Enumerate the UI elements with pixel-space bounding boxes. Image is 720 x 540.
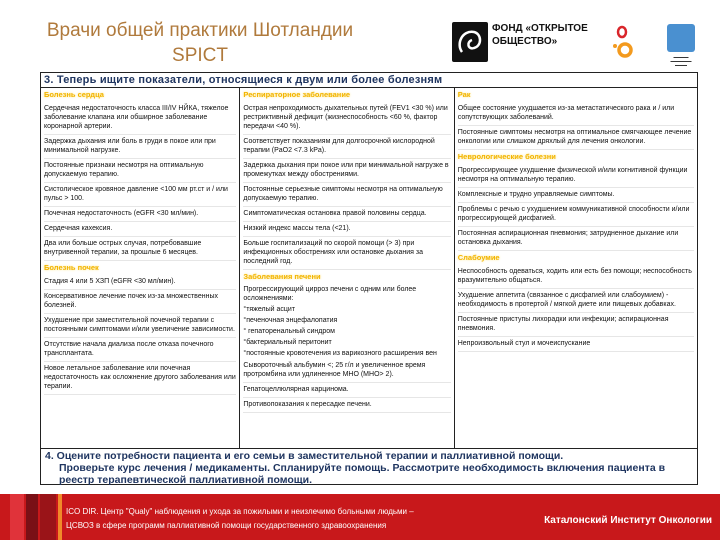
- section3-title: 3. Теперь ищите показатели, относящиеся к двум или более болезням: [41, 73, 697, 88]
- indicator-item: Соответствует показаниям для долгосрочной кислородной терапии (PaO2 <7.3 kPa).: [243, 135, 450, 159]
- section4-line2: Проверьте курс лечения / медикаменты. Спланируйте помощь. Рассмотрите необходимость включения пациента в реестр терапевтической паллиативной помощи.: [59, 462, 666, 486]
- indicator-item: Неспособность одеваться, ходить или есть без помощи; неспособность вразумительно общаться.: [458, 265, 694, 289]
- indicator-item: Прогрессирующее ухудшение физической и/или когнитивной функции несмотря на оптимальную терапию.: [458, 164, 694, 188]
- footer-stripe: [26, 494, 38, 540]
- indicator-item: Два или больше острых случая, потребовавшие внутривенной терапии, за прошлые 6 месяцев.: [44, 237, 236, 261]
- column-2: [240, 88, 454, 448]
- indicator-item: Острая непроходимость дыхательных путей (FEV1 <30 %) или рестриктивный дефицит (жизнеспособность <60 %, фактор передачи <40 %).: [243, 102, 450, 135]
- indicator-item: Стадия 4 или 5 ХЗП (eGFR <30 мл/мин).: [44, 275, 236, 290]
- indicator-item: Задержка дыхания или боль в груди в покое или при минимальной нагрузке.: [44, 135, 236, 159]
- title-line1: Врачи общей практики Шотландии: [46, 20, 354, 41]
- disease-heading: Болезнь сердца: [44, 90, 104, 99]
- indicator-item: Систолическое кровяное давление <100 мм рт.ст и / или пульс > 100.: [44, 183, 236, 207]
- column-1: [41, 88, 240, 448]
- indicators-table: [40, 72, 698, 449]
- page-title: [40, 18, 360, 68]
- indicator-item: °бактериальный перитонит: [243, 339, 332, 346]
- footer-stripe: [58, 494, 62, 540]
- indicator-item: Симптоматическая остановка правой половины сердца.: [243, 207, 450, 222]
- indicator-item: Постоянные признаки несмотря на оптимальную допускаемую терапию.: [44, 159, 236, 183]
- indicator-item: Комплексные и трудно управляемые симптомы.: [458, 188, 694, 203]
- indicator-item: Общее состояние ухудшается из-за метастатического рака и / или сопутствующих заболеваний.: [458, 102, 694, 126]
- indicator-item: Сердечная кахексия.: [44, 222, 236, 237]
- footer-text: [66, 505, 414, 533]
- indicator-item: Противопоказания к пересадке печени.: [243, 398, 450, 413]
- disease-heading: Рак: [457, 90, 471, 99]
- footer-stripe: [40, 494, 56, 540]
- indicator-item: Сердечная недостаточность класса III/IV НЙКА, тяжелое заболевание клапана или обширное заболевание коронарной артерии.: [44, 102, 236, 135]
- indicator-item: Почечная недостаточность (eGFR <30 мл/мин).: [44, 207, 236, 222]
- footer-bar: [0, 494, 720, 540]
- indicator-item: Непроизвольный стул и мочеиспускание: [458, 337, 694, 352]
- indicator-item: Постоянные симптомы несмотря на оптимальное смягчающее лечение онкологии или слишком дряхлый для лечения онкологии.: [458, 126, 694, 150]
- indicator-item: Ухудшение аппетита (связанное с дисфагией или слабоумием) - необходимость в протертой / мягкой диете или пищевых добавках.: [458, 289, 694, 313]
- indicator-item: Проблемы с речью с ухудшением коммуникативной способности и/или прогрессирующей дисфагией.: [458, 203, 694, 227]
- foundation-line1: ФОНД «ОТКРЫТОЕ: [492, 23, 588, 34]
- indicator-item: Ухудшение при заместительной почечной терапии с постоянными симптомами и/или увеличение зависимости.: [44, 314, 236, 338]
- indicator-item: °печеночная энцефалопатия: [243, 317, 338, 324]
- indicator-item: Новое летальное заболевание или почечная недостаточность как осложнение другого заболевания или терапии.: [44, 362, 236, 395]
- un-emblem-icon: [667, 24, 695, 52]
- indicator-item: °постоянные кровотечения из варикозного расширения вен: [243, 350, 437, 357]
- section4-line1: 4. Оцените потребности пациента и его семьи в заместительной терапии и паллиативной помощи.: [45, 450, 564, 462]
- footer-stripe: [10, 494, 24, 540]
- indicator-item: Сывороточный альбумин <; 25 г/л и увеличенное время протромбина или удлиненное МНО (МНО> 2).: [243, 359, 450, 383]
- footer-line2: ЦСВОЗ в сфере программ паллиативной помощи государственного здравоохранения: [66, 521, 387, 530]
- indicator-item: Прогрессирующий цирроз печени с одним или более осложнениями:: [243, 286, 417, 302]
- indicator-item: Гепатоцеллюлярная карцинома.: [243, 383, 450, 398]
- disease-heading: Неврологические болезни: [457, 152, 556, 161]
- column-3: [455, 88, 697, 448]
- disease-heading: Болезнь почек: [44, 263, 99, 272]
- disease-heading: Респираторное заболевание: [243, 90, 351, 99]
- disease-heading: Слабоумие: [457, 253, 500, 262]
- footer-line1: ICO DIR. Центр "Qualy" наблюдения и ухода за пожилыми и неизлечимо больными людьми –: [66, 507, 414, 516]
- indicator-item: Низкий индекс массы тела (<21).: [243, 222, 450, 237]
- indicator-item: Отсутствие начала диализа после отказа почечного трансплантата.: [44, 338, 236, 362]
- indicator-item: °тяжелый асцит: [243, 306, 296, 313]
- indicator-item: Больше госпитализаций по скорой помощи (> 3) при инфекционных обострениях или остановке дыхания за последний год.: [243, 237, 450, 270]
- indicator-item: Задержка дыхания при покое или при минимальной нагрузке в промежутках между обострениями.: [243, 159, 450, 183]
- foundation-name: [492, 22, 588, 48]
- indicator-item: Постоянные приступы лихорадки или инфекции; аспирационная пневмония.: [458, 313, 694, 337]
- disease-heading: Заболевания печени: [243, 272, 321, 281]
- indicator-item: ° гепаторенальный синдром: [243, 328, 335, 335]
- indicator-item: Постоянная аспирационная пневмония; затрудненное дыхание или остановка дыхания.: [458, 227, 694, 251]
- footer-institute: Каталонский Институт Онкологии: [544, 515, 712, 526]
- un-logo: ▬▬▬▬▬ ▬▬▬▬▬▬▬ ▬▬▬▬: [645, 24, 717, 67]
- foundation-line2: ОБЩЕСТВО»: [492, 36, 558, 47]
- open-society-logo-icon: [452, 22, 488, 62]
- indicator-item: Консервативное лечение почек из-за множественных болезней.: [44, 290, 236, 314]
- section4: [40, 449, 698, 485]
- indicator-item: Постоянные серьезные симптомы несмотря на оптимальную допускаемую терапию.: [243, 183, 450, 207]
- title-line2: SPICT: [172, 45, 228, 66]
